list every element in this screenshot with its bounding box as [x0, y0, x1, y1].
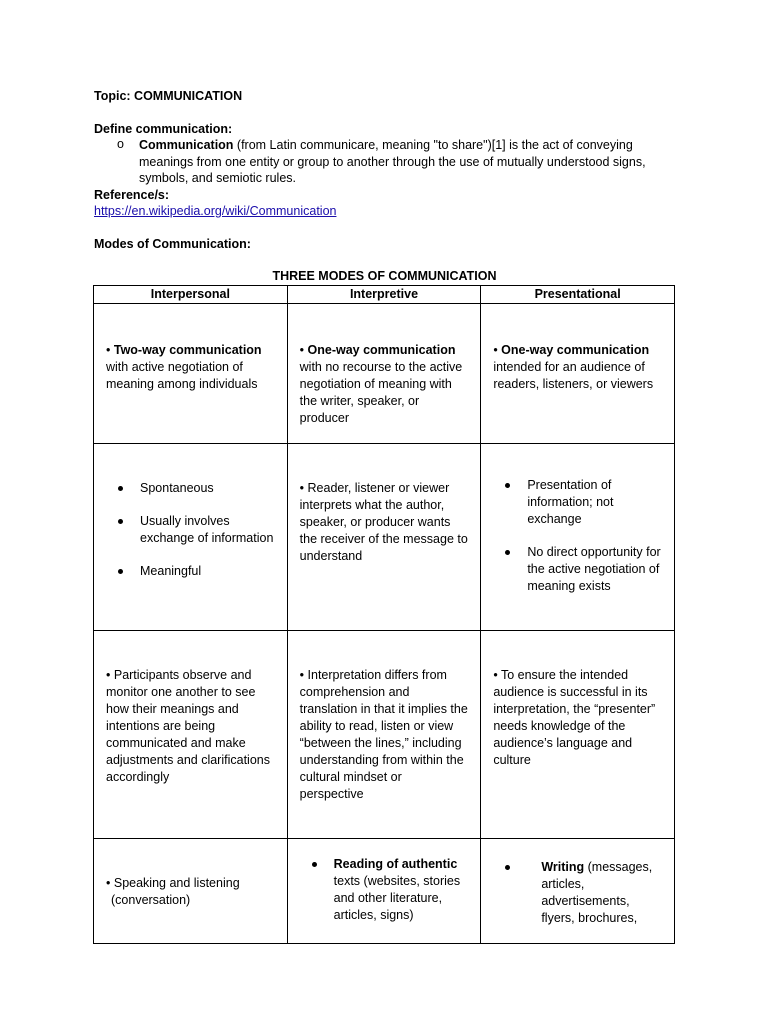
- table-cell: • Interpretation differs from comprehension and translation in that it implies the ability to read, listen or view “between the lines,” including understanding from within the cultural mindset or perspective: [287, 631, 481, 839]
- bullet-list: [493, 444, 662, 595]
- cell-subtext: (conversation): [111, 893, 191, 907]
- cell-text: with no recourse to the active negotiation of meaning with the writer, speaker, or producer: [299, 360, 463, 425]
- table-cell: • Speaking and listening (conversation): [94, 839, 288, 944]
- table-row: [94, 304, 675, 444]
- list-item: [493, 859, 662, 927]
- definition-text: (from Latin communicare, meaning "to share")[1] is the act of conveying meanings from one entity or group to another through the use of mutually understood signs, symbols, and semiotic rules.: [139, 138, 646, 185]
- table-title: THREE MODES OF COMMUNICATION: [272, 269, 497, 283]
- header-interpretive: Interpretive: [287, 286, 481, 304]
- list-item: Usually involves exchange of information: [106, 513, 275, 547]
- cell-text: Interpretation differs from comprehension and translation in that it implies the ability to read, listen or view “between the lines,” including understanding from within the cultural mindset or perspective: [299, 668, 468, 801]
- table-header-row: [94, 286, 675, 304]
- cell-bold-text: Writing: [541, 860, 585, 874]
- cell-text: intended for an audience of readers, listeners, or viewers: [493, 360, 654, 391]
- header-interpersonal: Interpersonal: [94, 286, 288, 304]
- definition-term: Communication: [139, 138, 234, 152]
- bullet-list: [493, 839, 662, 927]
- define-heading: Define communication:: [94, 122, 233, 136]
- cell-text: texts (websites, stories and other literature, articles, signs): [333, 874, 461, 922]
- table-cell: • Two-way communication with active negotiation of meaning among individuals: [94, 304, 288, 444]
- cell-bold-text: Reading of authentic: [333, 857, 458, 871]
- bullet-list: [300, 839, 469, 924]
- header-presentational: Presentational: [481, 286, 675, 304]
- table-cell: • Reader, listener or viewer interprets what the author, speaker, or producer wants the receiver of the message to understand: [287, 444, 481, 631]
- definition-paragraph: [139, 137, 659, 187]
- table-cell: [287, 839, 481, 944]
- cell-bold-text: One-way communication: [307, 343, 456, 357]
- cell-text: (messages, articles, advertisements, flyers, brochures,: [541, 860, 653, 925]
- cell-text: Speaking and listening: [113, 876, 240, 890]
- table-row: [94, 631, 675, 839]
- table-cell: • To ensure the intended audience is successful in its interpretation, the “presenter” needs knowledge of the audience’s language and culture: [481, 631, 675, 839]
- modes-heading: Modes of Communication:: [94, 237, 251, 251]
- list-item: Meaningful: [106, 563, 275, 580]
- cell-text: Reader, listener or viewer interprets what the author, speaker, or producer wants the receiver of the message to understand: [299, 481, 468, 563]
- table-cell: [94, 444, 288, 631]
- list-item: No direct opportunity for the active negotiation of meaning exists: [493, 544, 662, 595]
- table-cell: • One-way communication intended for an audience of readers, listeners, or viewers: [481, 304, 675, 444]
- cell-text: with active negotiation of meaning among individuals: [106, 360, 258, 391]
- table-cell: • One-way communication with no recourse to the active negotiation of meaning with the writer, speaker, or producer: [287, 304, 481, 444]
- table-row: [94, 839, 675, 944]
- bullet-list: [106, 444, 275, 580]
- list-item: [300, 856, 469, 924]
- reference-heading: Reference/s:: [94, 188, 170, 202]
- list-item: Presentation of information; not exchange: [493, 477, 662, 528]
- cell-bold-text: One-way communication: [501, 343, 650, 357]
- table-cell: [481, 839, 675, 944]
- list-item: Spontaneous: [106, 480, 275, 497]
- cell-bold-text: Two-way communication: [113, 343, 262, 357]
- modes-table: [93, 285, 675, 944]
- cell-text: To ensure the intended audience is successful in its interpretation, the “presenter” needs knowledge of the audience’s language and culture: [493, 668, 656, 767]
- reference-link[interactable]: https://en.wikipedia.org/wiki/Communication: [94, 204, 337, 218]
- table-cell: [481, 444, 675, 631]
- table-row: [94, 444, 675, 631]
- table-cell: • Participants observe and monitor one another to see how their meanings and intentions are being communicated and make adjustments and clarifications accordingly: [94, 631, 288, 839]
- topic-heading: Topic: COMMUNICATION: [94, 89, 243, 103]
- cell-text: Participants observe and monitor one another to see how their meanings and intentions are being communicated and make adjustments and clarifications accordingly: [106, 668, 270, 784]
- list-bullet: o: [117, 137, 124, 151]
